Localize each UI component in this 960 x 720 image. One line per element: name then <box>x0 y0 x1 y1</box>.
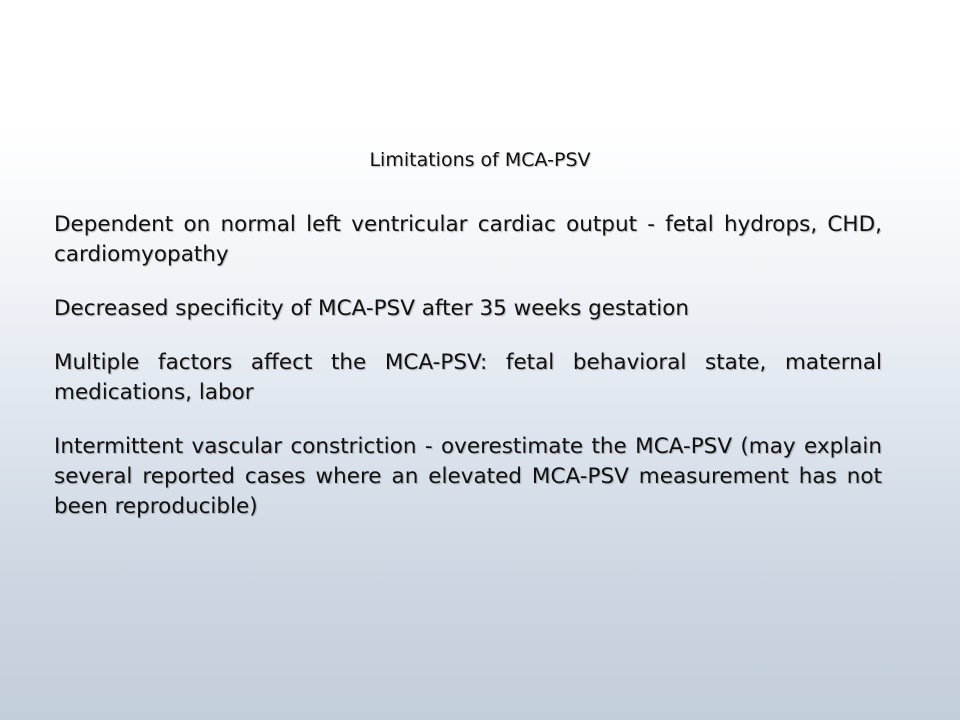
bullet-item-cardiac-output: Dependent on normal left ventricular cardiac output - fetal hydrops, CHD, cardiomyopathy <box>54 212 882 267</box>
bullet-item-multiple-factors: Multiple factors affect the MCA-PSV: fetal behavioral state, maternal medications, labor <box>54 350 882 405</box>
bullet-item-specificity: Decreased specificity of MCA-PSV after 35 weeks gestation <box>54 296 690 321</box>
bullet-list <box>54 210 882 546</box>
slide-title: Limitations of MCA-PSV <box>369 149 591 171</box>
bullet-item-vascular-constriction: Intermittent vascular constriction - overestimate the MCA-PSV (may explain several reported cases where an elevated MCA-PSV measurement has not been reproducible) <box>54 434 882 519</box>
